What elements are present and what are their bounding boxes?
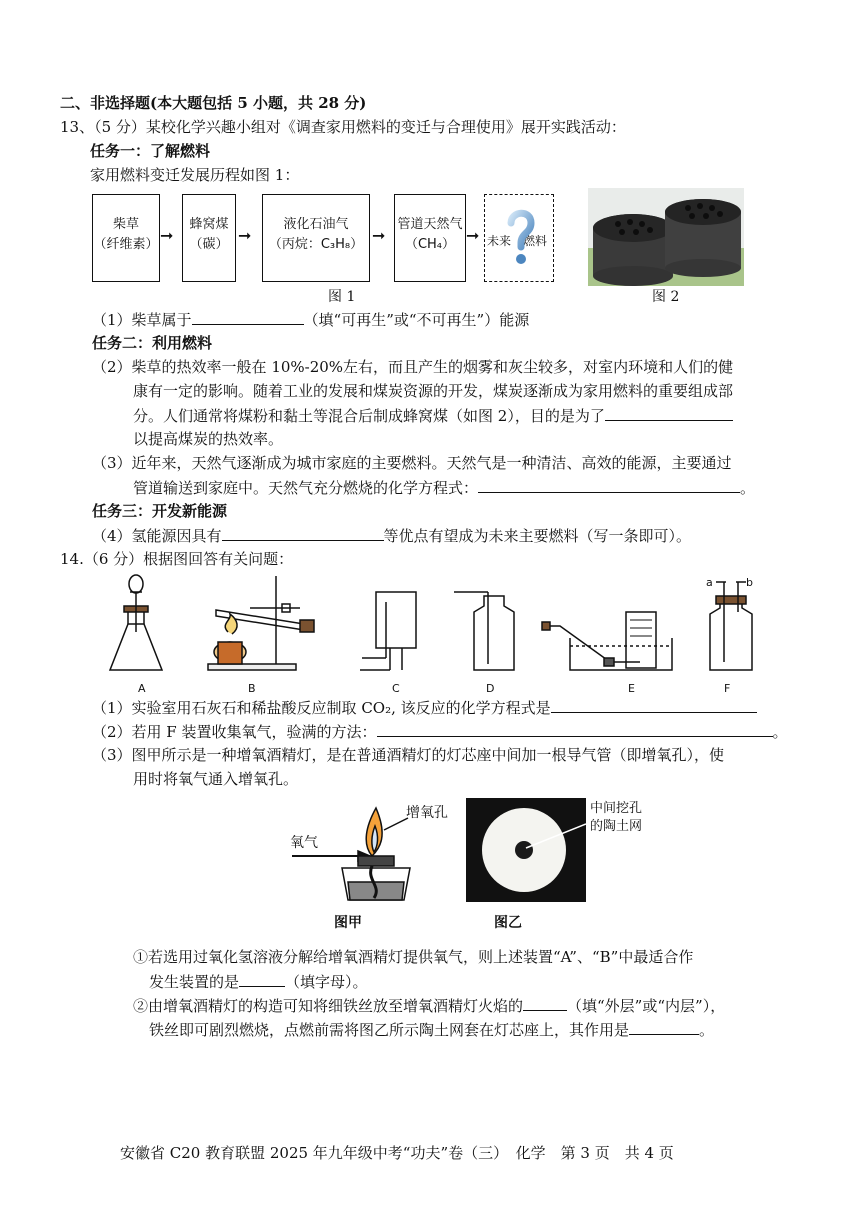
q14-sub1-line2-text: 发生装置的是: [149, 973, 240, 991]
fuel-box-firewood-formula: （纤维素）: [93, 237, 159, 252]
fuel-box-honeycomb-coal: [182, 194, 236, 282]
gauze-label-line2: 的陶土网: [590, 819, 643, 834]
q13-part3-line2: [133, 476, 755, 499]
q13-part1-text: （1）柴草属于: [92, 311, 192, 329]
fuel-box-coal-formula: （碳）: [189, 237, 229, 252]
fuel-box-gas-formula: （CH₄）: [404, 237, 456, 252]
q14-sub2-line1: [133, 994, 725, 1017]
apparatus-f-drawing: [710, 582, 752, 670]
arrow-icon: ➞: [238, 226, 252, 245]
q14-sub2-line1-text: ②由增氧酒精灯的构造可知将细铁丝放至增氧酒精灯火焰的: [133, 997, 524, 1015]
answer-blank[interactable]: [192, 308, 304, 325]
q13-task1-heading: 任务一：了解燃料: [90, 142, 211, 160]
q14-sub2-line2: [149, 1018, 714, 1041]
q13-part2-line4: 以提高煤炭的热效率。: [133, 430, 284, 448]
fuel-box-lpg-formula: （丙烷：C₃H₈）: [268, 237, 364, 252]
q14-sub1-line2-hint: （填字母）。: [285, 973, 368, 991]
answer-blank[interactable]: [239, 970, 285, 987]
q13-task3-heading: 任务三：开发新能源: [92, 502, 228, 520]
period: 。: [740, 479, 756, 497]
period: 。: [699, 1021, 715, 1039]
fuel-box-lpg-name: 液化石油气: [283, 217, 349, 232]
apparatus-b-drawing: [208, 576, 314, 670]
apparatus-label-d: D: [486, 682, 495, 695]
fuel-box-future: [484, 194, 554, 282]
fig-jia-caption: 图甲: [334, 915, 362, 931]
apparatus-label-a: A: [138, 682, 146, 695]
fuel-box-gas-name: 管道天然气: [397, 217, 463, 232]
fuel-label: 燃料: [523, 234, 548, 248]
answer-blank[interactable]: [478, 476, 740, 493]
section-header: 二、非选择题(本大题包括 5 小题，共 28 分): [60, 94, 367, 112]
answer-blank[interactable]: [551, 696, 757, 713]
apparatus-label-e: E: [628, 682, 635, 695]
q13-part4-hint: 等优点有望成为未来主要燃料（写一条即可）。: [383, 527, 692, 545]
future-label: 未来: [487, 234, 512, 248]
fig2-caption: 图 2: [652, 289, 680, 305]
apparatus-label-c: C: [392, 682, 400, 695]
answer-blank[interactable]: [523, 994, 567, 1011]
ceramic-gauze-figure: [466, 798, 586, 902]
q13-part1-hint: （填“可再生”或“不可再生”）能源: [303, 311, 530, 329]
apparatus-label-b: B: [248, 682, 256, 695]
q13-part4: [92, 524, 691, 547]
fuel-box-firewood: [92, 194, 160, 282]
q13-part3-line2-text: 管道输送到家庭中。天然气充分燃烧的化学方程式：: [133, 479, 479, 497]
oxygen-hole-label: 增氧孔: [406, 805, 448, 821]
q14-part1: [92, 696, 757, 719]
q13-task2-heading: 任务二：利用燃料: [92, 334, 213, 352]
page-footer: 安徽省 C20 教育联盟 2025 年九年级中考“功夫”卷（三） 化学 第 3 页 共 4 页: [120, 1144, 674, 1162]
period: 。: [772, 723, 788, 741]
apparatus-c-drawing: [360, 592, 416, 670]
fuel-box-lpg: [262, 194, 370, 282]
answer-blank[interactable]: [377, 720, 773, 737]
q13-part2-line3: [133, 404, 733, 427]
fuel-box-coal-name: 蜂窝煤: [189, 217, 229, 232]
answer-blank[interactable]: [605, 404, 733, 421]
apparatus-a-drawing: [110, 575, 162, 670]
q13-task1-text: 家用燃料变迁发展历程如图 1：: [90, 166, 300, 184]
fuel-box-firewood-name: 柴草: [112, 217, 139, 232]
answer-blank[interactable]: [629, 1018, 699, 1035]
q14-part3-line2: 用时将氧气通入增氧孔。: [133, 770, 299, 788]
q14-sub1-line1: ①若选用过氧化氢溶液分解给增氧酒精灯提供氧气，则上述装置“A”、“B”中最适合作: [133, 948, 694, 966]
question-mark-icon: [505, 207, 535, 267]
apparatus-figure: [100, 572, 780, 678]
q14-part2-text: （2）若用 F 装置收集氧气，验满的方法：: [92, 723, 377, 741]
arrow-icon: ➞: [160, 226, 174, 245]
arrow-icon: ➞: [466, 226, 480, 245]
apparatus-label-f: F: [724, 682, 731, 695]
fuel-box-natural-gas: [394, 194, 466, 282]
q14-part1-text: （1）实验室用石灰石和稀盐酸反应制取 CO₂, 该反应的化学方程式是: [92, 699, 551, 717]
q14-part3-line1: （3）图甲所示是一种增氧酒精灯，是在普通酒精灯的灯芯座中间加一根导气管（即增氧孔），使: [92, 746, 725, 764]
q13-part2-line1: （2）柴草的热效率一般在 10%-20%左右，而且产生的烟雾和灰尘较多，对室内环境和人们的健: [92, 358, 734, 376]
honeycomb-coal-image: [588, 188, 744, 286]
q14-sub2-line2-text: 铁丝即可剧烈燃烧，点燃前需将图乙所示陶土网套在灯芯座上，其作用是: [149, 1021, 630, 1039]
apparatus-e-drawing: [542, 612, 672, 670]
f-tube-label-b: b: [746, 576, 753, 589]
q14-intro: 14.（6 分）根据图回答有关问题：: [60, 550, 294, 568]
fig1-caption: 图 1: [328, 289, 356, 305]
answer-blank[interactable]: [222, 524, 384, 541]
q13-intro: 13、（5 分）某校化学兴趣小组对《调查家用燃料的变迁与合理使用》展开实践活动：: [60, 118, 626, 136]
q14-part2: [92, 720, 788, 743]
q13-part3-line1: （3）近年来，天然气逐渐成为城市家庭的主要燃料。天然气是一种清洁、高效的能源，主要通过: [92, 454, 732, 472]
q14-sub2-line1-hint: （填“外层”或“内层”），: [567, 997, 726, 1015]
arrow-icon: ➞: [372, 226, 386, 245]
q13-part4-text: （4）氢能源因具有: [92, 527, 222, 545]
fig-yi-caption: 图乙: [494, 915, 522, 931]
gauze-label-line1: 中间挖孔: [590, 801, 643, 816]
f-tube-label-a: a: [706, 576, 713, 589]
gauze-label: [590, 800, 642, 836]
q13-part1: [92, 308, 529, 331]
q13-part2-line2: 康有一定的影响。随着工业的发展和煤炭资源的开发，煤炭逐渐成为家用燃料的重要组成部: [133, 382, 734, 400]
q14-sub1-line2: [149, 970, 368, 993]
oxygen-label: 氧气: [290, 835, 318, 851]
q13-part2-line3-text: 分。人们通常将煤粉和黏土等混合后制成蜂窝煤（如图 2），目的是为了: [133, 407, 605, 425]
apparatus-d-drawing: [454, 592, 514, 670]
